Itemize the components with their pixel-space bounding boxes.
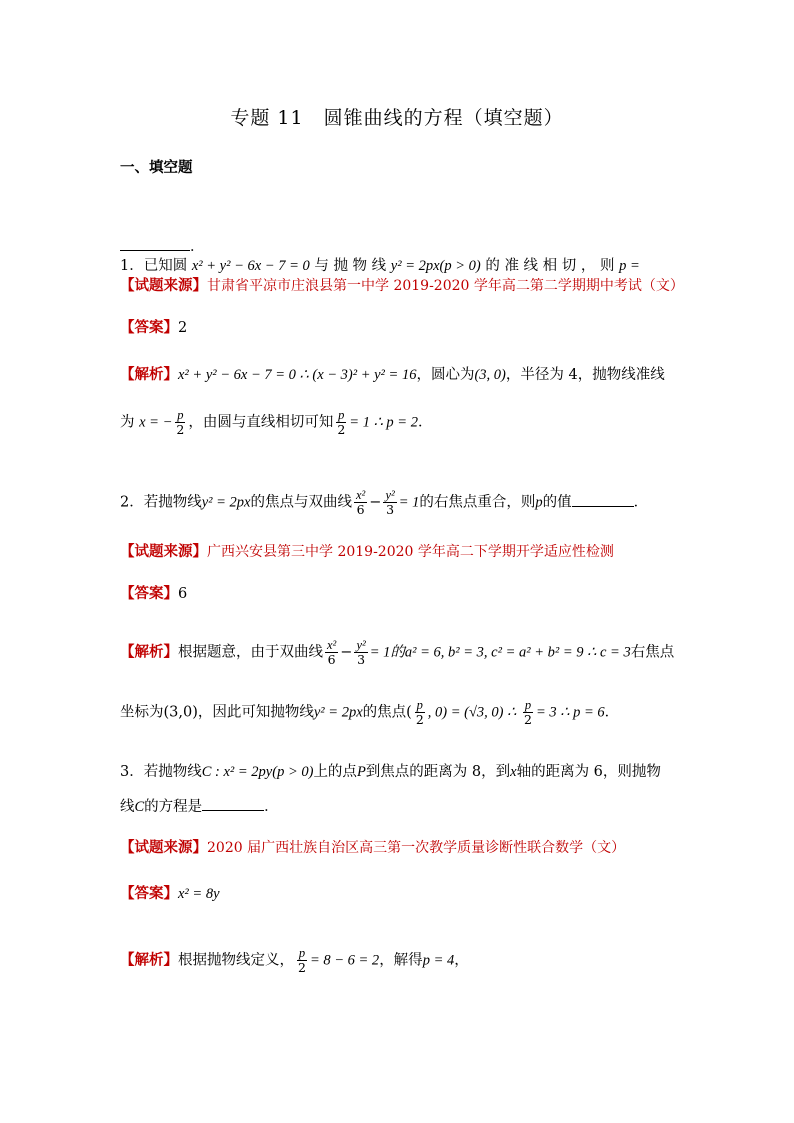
question-2-text: 2．若抛物线y² = 2px的焦点与双曲线 $\frac{\text{x²}}{6}$ − $\frac{\text{y²}}{3}$ = 1的右焦点重合，则p的值 ． xyxy=(120,488,649,517)
fraction: $\frac{\text{y²}}{3}$ xyxy=(356,638,366,667)
question-3-text-line-2: 线C的方程是 ． xyxy=(120,796,279,817)
question-1-analysis-line-2: 为 x = − $\frac{p}{2}$ ，由圆与直线相切可知 $\frac{p}{2}$ = 1 ∴ p = 2． xyxy=(120,408,433,437)
fraction: $\frac{p}{2}$ xyxy=(337,408,346,437)
question-3-analysis: 【解析】根据抛物线定义， $\frac{p}{2}$ = 8 − 6 = 2，解得p = 4， xyxy=(120,946,469,975)
fraction: $\frac{p}{2}$ xyxy=(176,408,185,437)
question-1-answer: 【答案】2 xyxy=(120,319,188,336)
fraction: $\frac{\text{x²}}{6}$ xyxy=(356,488,366,517)
fraction: $\frac{\text{y²}}{3}$ xyxy=(385,488,395,517)
fraction: $\frac{p}{2}$ xyxy=(523,698,532,727)
fraction: $\frac{p}{2}$ xyxy=(298,946,306,975)
answer-blank xyxy=(202,796,264,811)
question-3-answer: 【答案】x² = 8y xyxy=(120,885,220,902)
question-1-source: 【试题来源】甘肃省平凉市庄浪县第一中学 2019-2020 学年高二第二学期期中考试（文） xyxy=(120,277,684,294)
question-2-answer: 【答案】6 xyxy=(120,585,188,602)
question-2-source: 【试题来源】广西兴安县第三中学 2019-2020 学年高二下学期开学适应性检测 xyxy=(120,543,614,560)
question-1-analysis-line-1: 【解析】x² + y² − 6x − 7 = 0 ∴ (x − 3)² + y² = 16，圆心为(3, 0)，半径为 4，抛物线准线 xyxy=(120,366,665,383)
answer-blank xyxy=(120,236,190,251)
question-1-text: 1．已知圆 x² + y² − 6x − 7 = 0 与 抛 物 线 y² = 2px(p > 0) 的 准 线 相 切 ， 则 p = xyxy=(120,258,640,274)
section-heading: 一、填空题 xyxy=(120,159,193,176)
question-2-analysis-line-1: 【解析】根据题意，由于双曲线 $\frac{\text{x²}}{6}$ − $\frac{\text{y²}}{3}$ = 1的a² = 6, b² = 3, c² = a² + b² = 9 ∴ c = 3右焦点 xyxy=(120,638,675,667)
question-3-text-line-1: 3．若抛物线C : x² = 2py(p > 0)上的点P到焦点的距离为 8，到x轴的距离为 6，则抛物 xyxy=(120,764,661,780)
question-3-source: 【试题来源】2020 届广西壮族自治区高三第一次教学质量诊断性联合数学（文） xyxy=(120,839,626,856)
answer-blank xyxy=(572,492,634,507)
question-2-analysis-line-2: 坐标为(3,0)，因此可知抛物线y² = 2px的焦点( $\frac{p}{2}$ , 0) = (√3, 0) ∴ $\frac{p}{2}$ = 3 ∴ p = 6． xyxy=(120,698,620,727)
page-title: 专题 11 圆锥曲线的方程（填空题） xyxy=(230,107,564,129)
question-1-blank-line: ． xyxy=(120,236,205,257)
fraction: $\frac{p}{2}$ xyxy=(415,698,424,727)
fraction: $\frac{\text{x²}}{6}$ xyxy=(327,638,337,667)
